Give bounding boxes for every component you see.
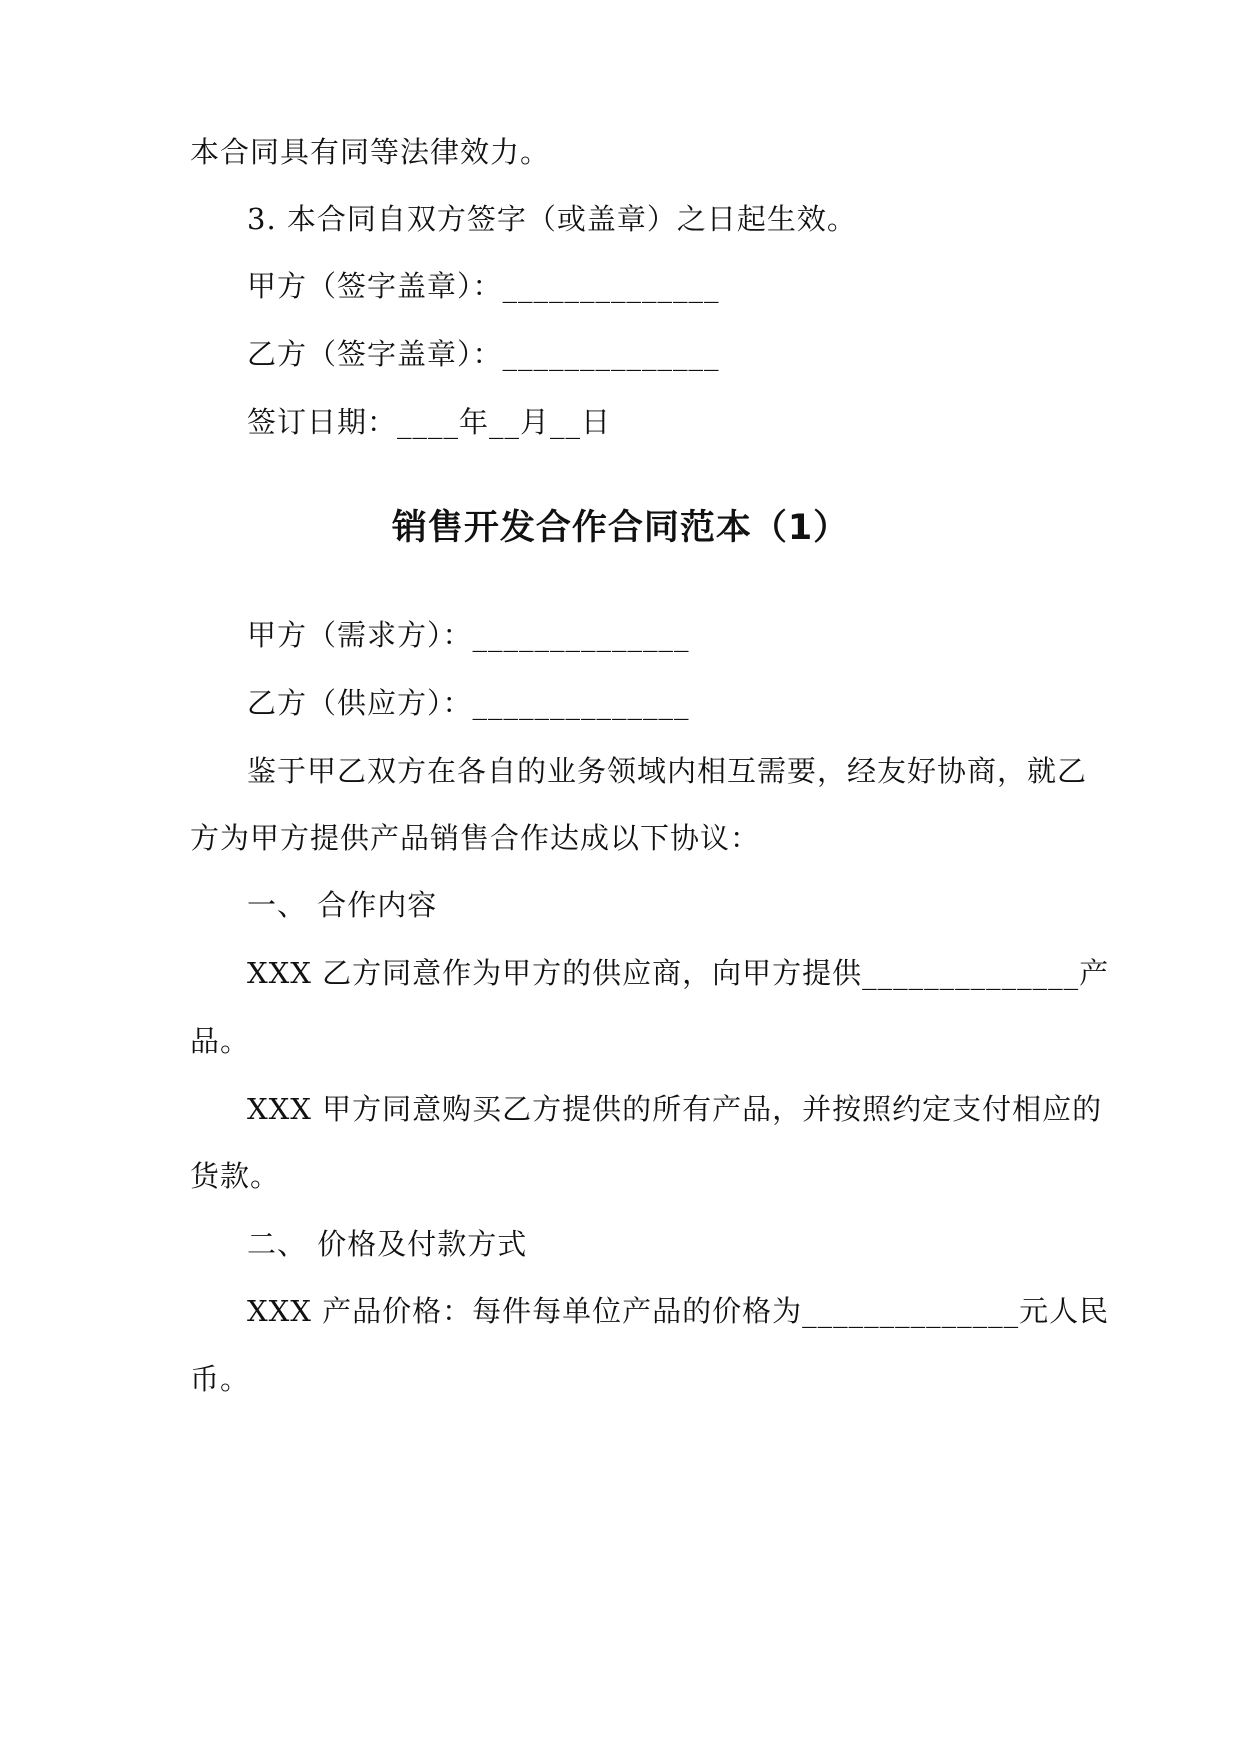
contract-title: 销售开发合作合同范本（1） [391, 508, 850, 548]
clause-3: 3. 本合同自双方签字（或盖章）之日起生效。 [247, 202, 857, 236]
party-a-demand-line: 甲方（需求方）：______________ [247, 618, 690, 652]
continuation-text: 本合同具有同等法律效力。 [190, 135, 551, 169]
signing-date-line: 签订日期：____年__月__日 [247, 405, 612, 439]
section-1-item-2-line-1: XXX 甲方同意购买乙方提供的所有产品，并按照约定支付相应的 [247, 1092, 1103, 1126]
section-1-item-1-line-1: XXX 乙方同意作为甲方的供应商，向甲方提供______________产 [247, 956, 1110, 990]
section-2-item-1-line-1: XXX 产品价格：每件每单位产品的价格为______________元人民 [247, 1294, 1110, 1328]
party-b-supply-line: 乙方（供应方）：______________ [247, 686, 690, 720]
section-1-item-1-line-2: 品。 [190, 1024, 251, 1058]
preamble-line-1: 鉴于甲乙双方在各自的业务领域内相互需要，经友好协商，就乙 [247, 754, 1088, 788]
section-2-item-1-line-2: 币。 [190, 1362, 251, 1396]
party-b-signature-line: 乙方（签字盖章）：______________ [247, 337, 720, 371]
preamble-line-2: 方为甲方提供产品销售合作达成以下协议： [190, 821, 761, 855]
section-2-heading: 二、 价格及付款方式 [247, 1227, 528, 1261]
party-a-signature-line: 甲方（签字盖章）：______________ [247, 269, 720, 303]
section-1-item-2-line-2: 货款。 [190, 1159, 281, 1193]
section-1-heading: 一、 合作内容 [247, 888, 438, 922]
